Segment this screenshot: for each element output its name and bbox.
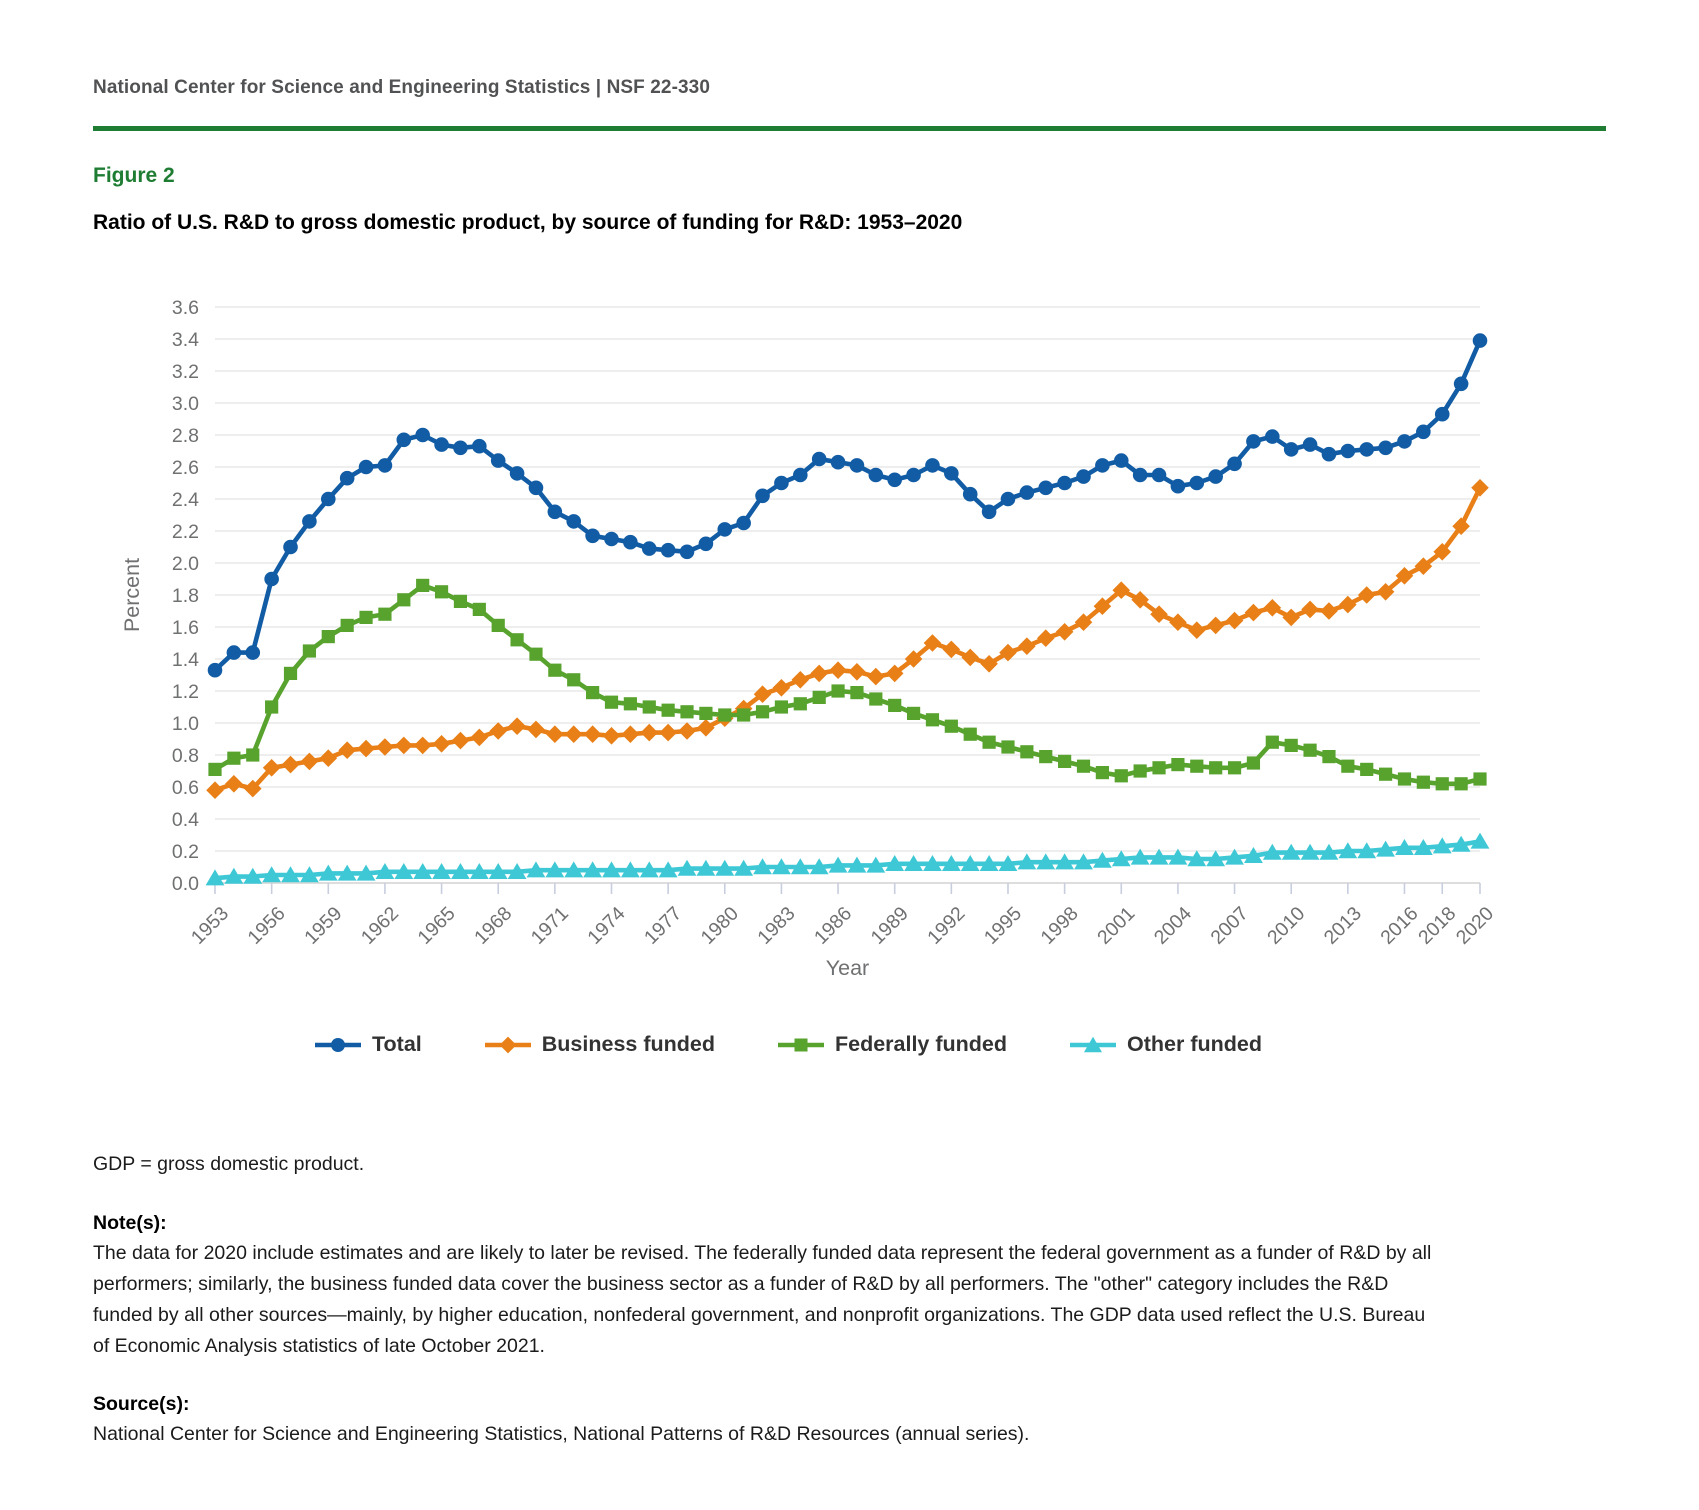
legend-business-funded-label: Business funded <box>541 1032 715 1056</box>
svg-text:1965: 1965 <box>413 902 460 949</box>
svg-text:2001: 2001 <box>1093 902 1140 949</box>
sources-heading: Source(s): <box>93 1393 190 1415</box>
notes-body: The data for 2020 include estimates and are likely to later be revised. The federally funded data represent the federal government as a funder of R&D by all performers; similarly, the business funded data cover the business sector as a funder of R&D by all performers. The "other" category includes the R&D funded by all other sources—mainly, by higher education, nonfederal government, and nonprofit organizations. The GDP data used reflect the U.S. Bureau of Economic Analysis statistics of late October 2021. <box>93 1242 1432 1357</box>
figure-title: Ratio of U.S. R&D to gross domestic product, by source of funding for R&D: 1953–2020 <box>93 211 963 234</box>
x-axis-title: Year <box>825 956 870 980</box>
sources-body: National Center for Science and Engineering Statistics, National Patterns of R&D Resources (annual series). <box>93 1423 1030 1445</box>
svg-text:0.8: 0.8 <box>171 744 199 767</box>
chart-legend <box>93 1032 1483 1057</box>
rd-gdp-line-chart <box>93 269 1606 986</box>
svg-text:1962: 1962 <box>356 902 404 949</box>
svg-text:1992: 1992 <box>923 902 970 949</box>
svg-text:2010: 2010 <box>1263 902 1310 949</box>
svg-text:1956: 1956 <box>243 902 290 949</box>
series-federally-funded-markers <box>208 579 1486 791</box>
svg-text:0.6: 0.6 <box>171 776 199 799</box>
figure-label: Figure 2 <box>93 164 175 187</box>
svg-text:2.4: 2.4 <box>171 488 199 511</box>
svg-text:2020: 2020 <box>1451 902 1499 949</box>
svg-text:0.2: 0.2 <box>171 840 199 863</box>
svg-text:2013: 2013 <box>1319 902 1366 949</box>
svg-text:1.4: 1.4 <box>171 648 199 671</box>
legend-item-total <box>314 1032 422 1057</box>
svg-text:1974: 1974 <box>583 902 630 949</box>
legend-item-federally-funded <box>777 1032 1007 1057</box>
chart-canvas <box>93 269 1593 981</box>
y-axis-tick-labels <box>172 297 199 895</box>
svg-text:1.8: 1.8 <box>171 584 199 607</box>
page <box>0 77 1699 1510</box>
gdp-abbreviation-note: GDP = gross domestic product. <box>93 1153 365 1175</box>
svg-text:2.8: 2.8 <box>171 424 199 447</box>
legend-federally-funded-label: Federally funded <box>834 1032 1008 1056</box>
svg-text:2016: 2016 <box>1376 902 1423 949</box>
svg-text:3.0: 3.0 <box>171 392 199 415</box>
svg-text:1980: 1980 <box>696 902 743 949</box>
legend-other-funded-marker-icon <box>1069 1034 1117 1056</box>
svg-text:2018: 2018 <box>1414 902 1461 949</box>
svg-text:1971: 1971 <box>526 902 573 949</box>
green-divider-rule <box>93 126 1606 131</box>
svg-text:3.6: 3.6 <box>171 296 199 319</box>
svg-text:1986: 1986 <box>809 902 857 949</box>
svg-text:1989: 1989 <box>866 902 913 949</box>
svg-text:1.6: 1.6 <box>171 616 199 639</box>
x-axis-ticks <box>215 883 1480 894</box>
document-header: National Center for Science and Engineering Statistics | NSF 22-330 <box>93 77 711 98</box>
legend-item-business-funded <box>484 1032 715 1057</box>
svg-text:0.4: 0.4 <box>171 808 199 831</box>
svg-text:1983: 1983 <box>753 902 800 949</box>
svg-text:1.2: 1.2 <box>171 680 199 703</box>
svg-text:2.0: 2.0 <box>171 552 199 575</box>
y-axis-title: Percent <box>120 557 144 633</box>
svg-text:1.0: 1.0 <box>171 712 199 735</box>
legend-total-marker-icon <box>314 1034 362 1056</box>
notes-heading: Note(s): <box>93 1212 167 1234</box>
svg-text:2004: 2004 <box>1149 902 1197 949</box>
svg-text:1968: 1968 <box>470 902 517 949</box>
svg-text:0.0: 0.0 <box>171 872 199 895</box>
svg-text:1959: 1959 <box>300 902 347 949</box>
svg-text:1977: 1977 <box>640 902 687 949</box>
svg-text:2.6: 2.6 <box>171 456 199 479</box>
svg-text:3.2: 3.2 <box>171 360 199 383</box>
svg-text:1998: 1998 <box>1036 902 1083 949</box>
series-total-markers <box>208 333 1488 677</box>
svg-text:1953: 1953 <box>186 902 234 949</box>
svg-text:3.4: 3.4 <box>171 328 199 351</box>
legend-other-funded-label: Other funded <box>1127 1032 1262 1056</box>
legend-total-label: Total <box>372 1032 422 1056</box>
x-axis-tick-labels <box>187 902 1498 948</box>
svg-text:2007: 2007 <box>1206 902 1253 949</box>
series-other-funded-markers <box>206 833 1490 886</box>
legend-item-other-funded <box>1069 1032 1262 1057</box>
legend-federally-funded-marker-icon <box>777 1034 825 1056</box>
svg-text:1995: 1995 <box>979 902 1027 949</box>
legend-business-funded-marker-icon <box>484 1034 532 1056</box>
svg-text:2.2: 2.2 <box>171 520 199 543</box>
